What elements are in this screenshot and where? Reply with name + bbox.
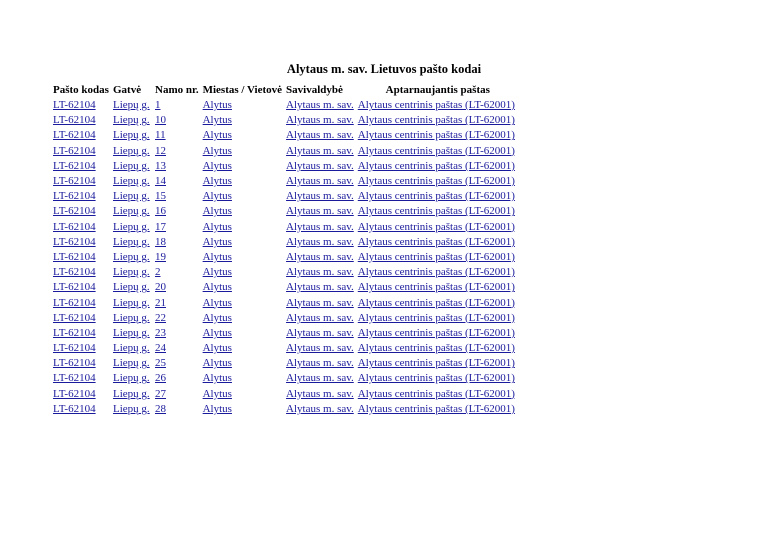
cell-pasto-kodas-link[interactable]: LT-62104 (53, 387, 96, 400)
table-cell (356, 128, 520, 143)
cell-miestas-link[interactable]: Alytus (202, 190, 232, 203)
cell-gatve-link[interactable]: Liepų g. (113, 114, 150, 127)
cell-gatve-link[interactable]: Liepų g. (113, 99, 150, 112)
cell-pasto-kodas-link[interactable]: LT-62104 (53, 342, 96, 355)
cell-pasto-kodas-link[interactable]: LT-62104 (53, 129, 96, 142)
table-cell (284, 128, 356, 143)
table-cell (153, 371, 201, 386)
table-cell (51, 402, 111, 417)
table-row (51, 356, 520, 371)
table-cell (111, 113, 153, 128)
cell-savivaldybe-link[interactable]: Alytaus m. sav. (286, 129, 354, 142)
table-cell (356, 220, 520, 235)
table-cell (201, 144, 284, 159)
cell-namo-nr-link[interactable]: 12 (155, 144, 166, 157)
table-cell (51, 189, 111, 204)
table-cell (201, 371, 284, 386)
table-cell (284, 371, 356, 386)
table-cell (201, 113, 284, 128)
cell-miestas-link[interactable]: Alytus (202, 342, 232, 355)
table-cell (356, 235, 520, 250)
cell-namo-nr-link[interactable]: 25 (155, 357, 166, 370)
table-cell (284, 341, 356, 356)
cell-miestas-link[interactable]: Alytus (202, 357, 232, 370)
table-cell (111, 402, 153, 417)
table-row (51, 113, 520, 128)
table-cell (51, 387, 111, 402)
table-cell (111, 204, 153, 219)
table-cell (111, 159, 153, 174)
table-cell (111, 144, 153, 159)
cell-namo-nr-link[interactable]: 2 (155, 266, 161, 279)
cell-aptarnaujantis-pastas-link[interactable]: Alytaus centrinis paštas (LT-62001) (357, 190, 515, 203)
header-aptarnaujantis-pastas: Aptarnaujantis paštas (385, 84, 490, 96)
table-cell (356, 371, 520, 386)
cell-miestas-link[interactable]: Alytus (202, 129, 232, 142)
cell-namo-nr-link[interactable]: 27 (155, 387, 166, 400)
cell-namo-nr-link[interactable]: 10 (155, 114, 166, 127)
cell-gatve-link[interactable]: Liepų g. (113, 235, 150, 248)
table-cell (153, 159, 201, 174)
cell-gatve-link[interactable]: Liepų g. (113, 159, 150, 172)
cell-savivaldybe-link[interactable]: Alytaus m. sav. (286, 99, 354, 112)
table-row (51, 235, 520, 250)
cell-miestas-link[interactable]: Alytus (202, 114, 232, 127)
table-cell (356, 265, 520, 280)
cell-aptarnaujantis-pastas-link[interactable]: Alytaus centrinis paštas (LT-62001) (357, 402, 515, 415)
cell-namo-nr-link[interactable]: 14 (155, 175, 166, 188)
cell-namo-nr-link[interactable]: 1 (155, 99, 161, 112)
cell-savivaldybe-link[interactable]: Alytaus m. sav. (286, 250, 354, 263)
table-row (51, 341, 520, 356)
cell-aptarnaujantis-pastas-link[interactable]: Alytaus centrinis paštas (LT-62001) (357, 144, 515, 157)
cell-pasto-kodas-link[interactable]: LT-62104 (53, 296, 96, 309)
table-cell (153, 174, 201, 189)
table-cell (153, 250, 201, 265)
cell-pasto-kodas-link[interactable]: LT-62104 (53, 402, 96, 415)
table-cell (201, 204, 284, 219)
table-cell (51, 250, 111, 265)
cell-savivaldybe-link[interactable]: Alytaus m. sav. (286, 296, 354, 309)
cell-namo-nr-link[interactable]: 19 (155, 250, 166, 263)
table-cell (284, 250, 356, 265)
cell-gatve-link[interactable]: Liepų g. (113, 281, 150, 294)
table-cell (153, 295, 201, 310)
cell-savivaldybe-link[interactable]: Alytaus m. sav. (286, 266, 354, 279)
cell-namo-nr-link[interactable]: 17 (155, 220, 166, 233)
table-cell (284, 356, 356, 371)
table-cell (51, 341, 111, 356)
table-cell (51, 204, 111, 219)
cell-pasto-kodas-link[interactable]: LT-62104 (53, 144, 96, 157)
cell-gatve-link[interactable]: Liepų g. (113, 129, 150, 142)
cell-miestas-link[interactable]: Alytus (202, 250, 232, 263)
cell-miestas-link[interactable]: Alytus (202, 372, 232, 385)
table-cell (51, 98, 111, 113)
cell-savivaldybe-link[interactable]: Alytaus m. sav. (286, 220, 354, 233)
table-cell (111, 250, 153, 265)
table-row (51, 326, 520, 341)
table-cell (284, 204, 356, 219)
table-row (51, 174, 520, 189)
table-row (51, 371, 520, 386)
table-cell (51, 144, 111, 159)
table-row (51, 280, 520, 295)
cell-aptarnaujantis-pastas-link[interactable]: Alytaus centrinis paštas (LT-62001) (357, 311, 515, 324)
cell-gatve-link[interactable]: Liepų g. (113, 205, 150, 218)
cell-miestas-link[interactable]: Alytus (202, 99, 232, 112)
table-cell (201, 356, 284, 371)
cell-aptarnaujantis-pastas-link[interactable]: Alytaus centrinis paštas (LT-62001) (357, 114, 515, 127)
table-cell (356, 402, 520, 417)
table-cell (111, 189, 153, 204)
table-row (51, 189, 520, 204)
table-cell (111, 311, 153, 326)
cell-aptarnaujantis-pastas-link[interactable]: Alytaus centrinis paštas (LT-62001) (357, 220, 515, 233)
table-cell (51, 265, 111, 280)
table-cell (356, 144, 520, 159)
cell-namo-nr-link[interactable]: 24 (155, 342, 166, 355)
table-row (51, 98, 520, 113)
cell-namo-nr-link[interactable]: 23 (155, 326, 166, 339)
table-cell (284, 189, 356, 204)
table-cell (284, 280, 356, 295)
page-title (0, 62, 768, 77)
table-row (51, 144, 520, 159)
table-cell (201, 98, 284, 113)
table-cell (51, 295, 111, 310)
table-cell (356, 204, 520, 219)
table-cell (356, 189, 520, 204)
table-cell (51, 159, 111, 174)
table-cell (201, 341, 284, 356)
table-cell (153, 311, 201, 326)
table-cell (153, 98, 201, 113)
table-cell (356, 387, 520, 402)
table-cell (51, 235, 111, 250)
table-cell (284, 387, 356, 402)
cell-pasto-kodas-link[interactable]: LT-62104 (53, 311, 96, 324)
cell-pasto-kodas-link[interactable]: LT-62104 (53, 159, 96, 172)
table-cell (111, 341, 153, 356)
cell-gatve-link[interactable]: Liepų g. (113, 372, 150, 385)
table-cell (111, 326, 153, 341)
cell-miestas-link[interactable]: Alytus (202, 387, 232, 400)
table-cell (201, 250, 284, 265)
cell-pasto-kodas-link[interactable]: LT-62104 (53, 114, 96, 127)
table-cell (356, 356, 520, 371)
table-cell (201, 387, 284, 402)
table-cell (284, 265, 356, 280)
table-cell (111, 387, 153, 402)
cell-aptarnaujantis-pastas-link[interactable]: Alytaus centrinis paštas (LT-62001) (357, 342, 515, 355)
table-cell (356, 280, 520, 295)
cell-namo-nr-link[interactable]: 13 (155, 159, 166, 172)
table-cell (153, 189, 201, 204)
cell-miestas-link[interactable]: Alytus (202, 266, 232, 279)
table-cell (356, 98, 520, 113)
table-cell (51, 128, 111, 143)
table-cell (284, 98, 356, 113)
cell-gatve-link[interactable]: Liepų g. (113, 311, 150, 324)
table-cell (153, 113, 201, 128)
cell-gatve-link[interactable]: Liepų g. (113, 296, 150, 309)
cell-miestas-link[interactable]: Alytus (202, 311, 232, 324)
page-title-text: Alytaus m. sav. Lietuvos pašto kodai (286, 62, 482, 76)
cell-savivaldybe-link[interactable]: Alytaus m. sav. (286, 387, 354, 400)
table-row (51, 402, 520, 417)
table-cell (153, 326, 201, 341)
table-cell (201, 220, 284, 235)
postal-codes-table (51, 82, 520, 417)
cell-aptarnaujantis-pastas-link[interactable]: Alytaus centrinis paštas (LT-62001) (357, 99, 515, 112)
table-cell (111, 356, 153, 371)
cell-aptarnaujantis-pastas-link[interactable]: Alytaus centrinis paštas (LT-62001) (357, 175, 515, 188)
table-cell (284, 311, 356, 326)
table-cell (153, 387, 201, 402)
cell-namo-nr-link[interactable]: 22 (155, 311, 166, 324)
cell-pasto-kodas-link[interactable]: LT-62104 (53, 372, 96, 385)
table-cell (153, 265, 201, 280)
cell-gatve-link[interactable]: Liepų g. (113, 402, 150, 415)
cell-gatve-link[interactable]: Liepų g. (113, 250, 150, 263)
table-cell (111, 280, 153, 295)
cell-namo-nr-link[interactable]: 26 (155, 372, 166, 385)
cell-gatve-link[interactable]: Liepų g. (113, 266, 150, 279)
cell-miestas-link[interactable]: Alytus (202, 402, 232, 415)
table-cell (111, 128, 153, 143)
table-cell (111, 235, 153, 250)
cell-aptarnaujantis-pastas-link[interactable]: Alytaus centrinis paštas (LT-62001) (357, 326, 515, 339)
cell-aptarnaujantis-pastas-link[interactable]: Alytaus centrinis paštas (LT-62001) (357, 387, 515, 400)
cell-aptarnaujantis-pastas-link[interactable]: Alytaus centrinis paštas (LT-62001) (357, 159, 515, 172)
table-cell (201, 235, 284, 250)
cell-pasto-kodas-link[interactable]: LT-62104 (53, 99, 96, 112)
cell-gatve-link[interactable]: Liepų g. (113, 342, 150, 355)
table-cell (356, 174, 520, 189)
table-cell (201, 189, 284, 204)
table-row (51, 204, 520, 219)
table-cell (111, 220, 153, 235)
table-row (51, 159, 520, 174)
table-cell (284, 295, 356, 310)
cell-pasto-kodas-link[interactable]: LT-62104 (53, 266, 96, 279)
table-cell (201, 311, 284, 326)
table-cell (284, 326, 356, 341)
table-cell (51, 356, 111, 371)
cell-aptarnaujantis-pastas-link[interactable]: Alytaus centrinis paštas (LT-62001) (357, 372, 515, 385)
cell-savivaldybe-link[interactable]: Alytaus m. sav. (286, 205, 354, 218)
table-cell (284, 235, 356, 250)
cell-namo-nr-link[interactable]: 28 (155, 402, 166, 415)
cell-gatve-link[interactable]: Liepų g. (113, 190, 150, 203)
cell-savivaldybe-link[interactable]: Alytaus m. sav. (286, 311, 354, 324)
cell-aptarnaujantis-pastas-link[interactable]: Alytaus centrinis paštas (LT-62001) (357, 281, 515, 294)
table-body (51, 98, 520, 417)
table-cell (153, 280, 201, 295)
cell-aptarnaujantis-pastas-link[interactable]: Alytaus centrinis paštas (LT-62001) (357, 129, 515, 142)
table-cell (356, 326, 520, 341)
table-cell (356, 295, 520, 310)
table-cell (201, 295, 284, 310)
table-cell (201, 326, 284, 341)
cell-gatve-link[interactable]: Liepų g. (113, 357, 150, 370)
cell-gatve-link[interactable]: Liepų g. (113, 387, 150, 400)
table-cell (284, 402, 356, 417)
header-savivaldybe: Savivaldybė (286, 84, 343, 96)
table-cell (356, 250, 520, 265)
table-row (51, 220, 520, 235)
table-cell (153, 356, 201, 371)
table-cell (51, 280, 111, 295)
cell-miestas-link[interactable]: Alytus (202, 175, 232, 188)
cell-savivaldybe-link[interactable]: Alytaus m. sav. (286, 190, 354, 203)
cell-gatve-link[interactable]: Liepų g. (113, 175, 150, 188)
cell-miestas-link[interactable]: Alytus (202, 144, 232, 157)
header-namo-nr: Namo nr. (155, 84, 199, 96)
table-cell (51, 174, 111, 189)
header-gatve: Gatvė (113, 84, 142, 96)
table-cell (111, 174, 153, 189)
cell-savivaldybe-link[interactable]: Alytaus m. sav. (286, 372, 354, 385)
table-cell (356, 311, 520, 326)
cell-miestas-link[interactable]: Alytus (202, 296, 232, 309)
cell-savivaldybe-link[interactable]: Alytaus m. sav. (286, 402, 354, 415)
table-row (51, 265, 520, 280)
cell-namo-nr-link[interactable]: 15 (155, 190, 166, 203)
table-cell (284, 159, 356, 174)
cell-pasto-kodas-link[interactable]: LT-62104 (53, 357, 96, 370)
table-cell (51, 326, 111, 341)
cell-aptarnaujantis-pastas-link[interactable]: Alytaus centrinis paštas (LT-62001) (357, 357, 515, 370)
cell-pasto-kodas-link[interactable]: LT-62104 (53, 235, 96, 248)
table-cell (51, 113, 111, 128)
cell-aptarnaujantis-pastas-link[interactable]: Alytaus centrinis paštas (LT-62001) (357, 250, 515, 263)
header-miestas-vietove: Miestas / Vietovė (202, 84, 283, 96)
table-cell (201, 174, 284, 189)
table-cell (111, 371, 153, 386)
table-cell (284, 144, 356, 159)
cell-miestas-link[interactable]: Alytus (202, 205, 232, 218)
table-cell (201, 402, 284, 417)
cell-miestas-link[interactable]: Alytus (202, 220, 232, 233)
table-row (51, 387, 520, 402)
cell-namo-nr-link[interactable]: 16 (155, 205, 166, 218)
cell-pasto-kodas-link[interactable]: LT-62104 (53, 190, 96, 203)
table-cell (284, 113, 356, 128)
cell-gatve-link[interactable]: Liepų g. (113, 144, 150, 157)
table-cell (201, 128, 284, 143)
cell-miestas-link[interactable]: Alytus (202, 159, 232, 172)
cell-namo-nr-link[interactable]: 18 (155, 235, 166, 248)
cell-miestas-link[interactable]: Alytus (202, 281, 232, 294)
table-cell (51, 220, 111, 235)
table-cell (201, 159, 284, 174)
table-cell (153, 204, 201, 219)
table-header-row (51, 82, 520, 98)
table-cell (284, 174, 356, 189)
table-cell (284, 220, 356, 235)
table-row (51, 311, 520, 326)
cell-aptarnaujantis-pastas-link[interactable]: Alytaus centrinis paštas (LT-62001) (357, 296, 515, 309)
table-cell (51, 311, 111, 326)
cell-savivaldybe-link[interactable]: Alytaus m. sav. (286, 159, 354, 172)
table-row (51, 250, 520, 265)
table-cell (153, 144, 201, 159)
cell-savivaldybe-link[interactable]: Alytaus m. sav. (286, 357, 354, 370)
cell-namo-nr-link[interactable]: 11 (155, 129, 166, 142)
cell-pasto-kodas-link[interactable]: LT-62104 (53, 250, 96, 263)
cell-gatve-link[interactable]: Liepų g. (113, 220, 150, 233)
table-cell (356, 341, 520, 356)
cell-pasto-kodas-link[interactable]: LT-62104 (53, 281, 96, 294)
table-cell (201, 265, 284, 280)
table-cell (111, 98, 153, 113)
cell-pasto-kodas-link[interactable]: LT-62104 (53, 175, 96, 188)
cell-pasto-kodas-link[interactable]: LT-62104 (53, 326, 96, 339)
cell-aptarnaujantis-pastas-link[interactable]: Alytaus centrinis paštas (LT-62001) (357, 205, 515, 218)
cell-savivaldybe-link[interactable]: Alytaus m. sav. (286, 175, 354, 188)
table-cell (153, 128, 201, 143)
table-cell (356, 113, 520, 128)
cell-gatve-link[interactable]: Liepų g. (113, 326, 150, 339)
cell-pasto-kodas-link[interactable]: LT-62104 (53, 205, 96, 218)
cell-namo-nr-link[interactable]: 20 (155, 281, 166, 294)
table-cell (153, 235, 201, 250)
cell-aptarnaujantis-pastas-link[interactable]: Alytaus centrinis paštas (LT-62001) (357, 266, 515, 279)
table-row (51, 128, 520, 143)
cell-savivaldybe-link[interactable]: Alytaus m. sav. (286, 114, 354, 127)
cell-namo-nr-link[interactable]: 21 (155, 296, 166, 309)
table-cell (153, 402, 201, 417)
header-pasto-kodas: Pašto kodas (53, 84, 109, 96)
cell-savivaldybe-link[interactable]: Alytaus m. sav. (286, 342, 354, 355)
cell-savivaldybe-link[interactable]: Alytaus m. sav. (286, 144, 354, 157)
cell-miestas-link[interactable]: Alytus (202, 235, 232, 248)
table-row (51, 295, 520, 310)
table-cell (51, 371, 111, 386)
cell-savivaldybe-link[interactable]: Alytaus m. sav. (286, 281, 354, 294)
table-cell (153, 341, 201, 356)
table-cell (153, 220, 201, 235)
table-cell (201, 280, 284, 295)
table-cell (356, 159, 520, 174)
cell-savivaldybe-link[interactable]: Alytaus m. sav. (286, 235, 354, 248)
table-cell (111, 265, 153, 280)
cell-miestas-link[interactable]: Alytus (202, 326, 232, 339)
cell-pasto-kodas-link[interactable]: LT-62104 (53, 220, 96, 233)
cell-aptarnaujantis-pastas-link[interactable]: Alytaus centrinis paštas (LT-62001) (357, 235, 515, 248)
table-cell (111, 295, 153, 310)
cell-savivaldybe-link[interactable]: Alytaus m. sav. (286, 326, 354, 339)
